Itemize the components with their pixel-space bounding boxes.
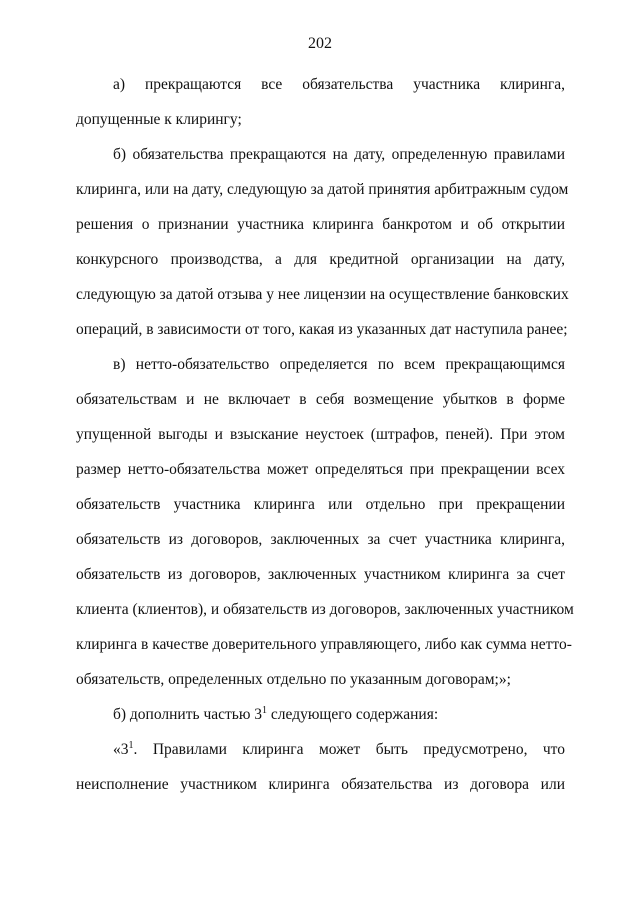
text-line: клиринга в качестве доверительного управляющего, либо как сумма нетто- bbox=[76, 636, 572, 653]
text-line bbox=[113, 740, 565, 760]
text-span: «3 bbox=[113, 741, 129, 758]
superscript: 1 bbox=[128, 739, 134, 751]
text-line: следующую за датой отзыва у нее лицензии на осуществление банковских bbox=[76, 286, 569, 303]
text-line: клиента (клиентов), и обязательств из договоров, заключенных участником bbox=[76, 601, 574, 618]
text-line: решения о признании участника клиринга банкротом и об открытии bbox=[76, 216, 565, 233]
text-line: обязательств из договоров, заключенных за счет участника клиринга, bbox=[76, 531, 565, 548]
text-line: а) прекращаются все обязательства участника клиринга, bbox=[113, 76, 565, 93]
text-line: клиринга, или на дату, следующую за датой принятия арбитражным судом bbox=[76, 181, 569, 198]
superscript: 1 bbox=[262, 704, 268, 716]
text-line: операций, в зависимости от того, какая из указанных дат наступила ранее; bbox=[76, 321, 568, 338]
page-number: 202 bbox=[308, 35, 332, 52]
text-line: обязательствам и не включает в себя возмещение убытков в форме bbox=[76, 391, 565, 408]
text-line: упущенной выгоды и взыскание неустоек (штрафов, пеней). При этом bbox=[76, 426, 565, 443]
text-span: . Правилами клиринга может быть предусмотрено, что bbox=[133, 741, 565, 758]
text-line: конкурсного производства, а для кредитной организации на дату, bbox=[76, 251, 565, 268]
text-line: неисполнение участником клиринга обязательства из договора или bbox=[76, 776, 565, 793]
text-span: б) дополнить частью 3 bbox=[113, 706, 263, 723]
text-line: обязательств участника клиринга или отдельно при прекращении bbox=[76, 496, 565, 513]
text-line: б) обязательства прекращаются на дату, определенную правилами bbox=[113, 146, 565, 163]
text-span: следующего содержания: bbox=[267, 706, 439, 723]
text-line bbox=[113, 705, 565, 725]
text-line: допущенные к клирингу; bbox=[76, 111, 242, 128]
text-line: размер нетто-обязательства может определяться при прекращении всех bbox=[76, 461, 565, 478]
text-line: обязательств, определенных отдельно по указанным договорам;»; bbox=[76, 671, 511, 688]
text-line: обязательств из договоров, заключенных участником клиринга за счет bbox=[76, 566, 565, 583]
text-line: в) нетто-обязательство определяется по всем прекращающимся bbox=[113, 356, 565, 373]
